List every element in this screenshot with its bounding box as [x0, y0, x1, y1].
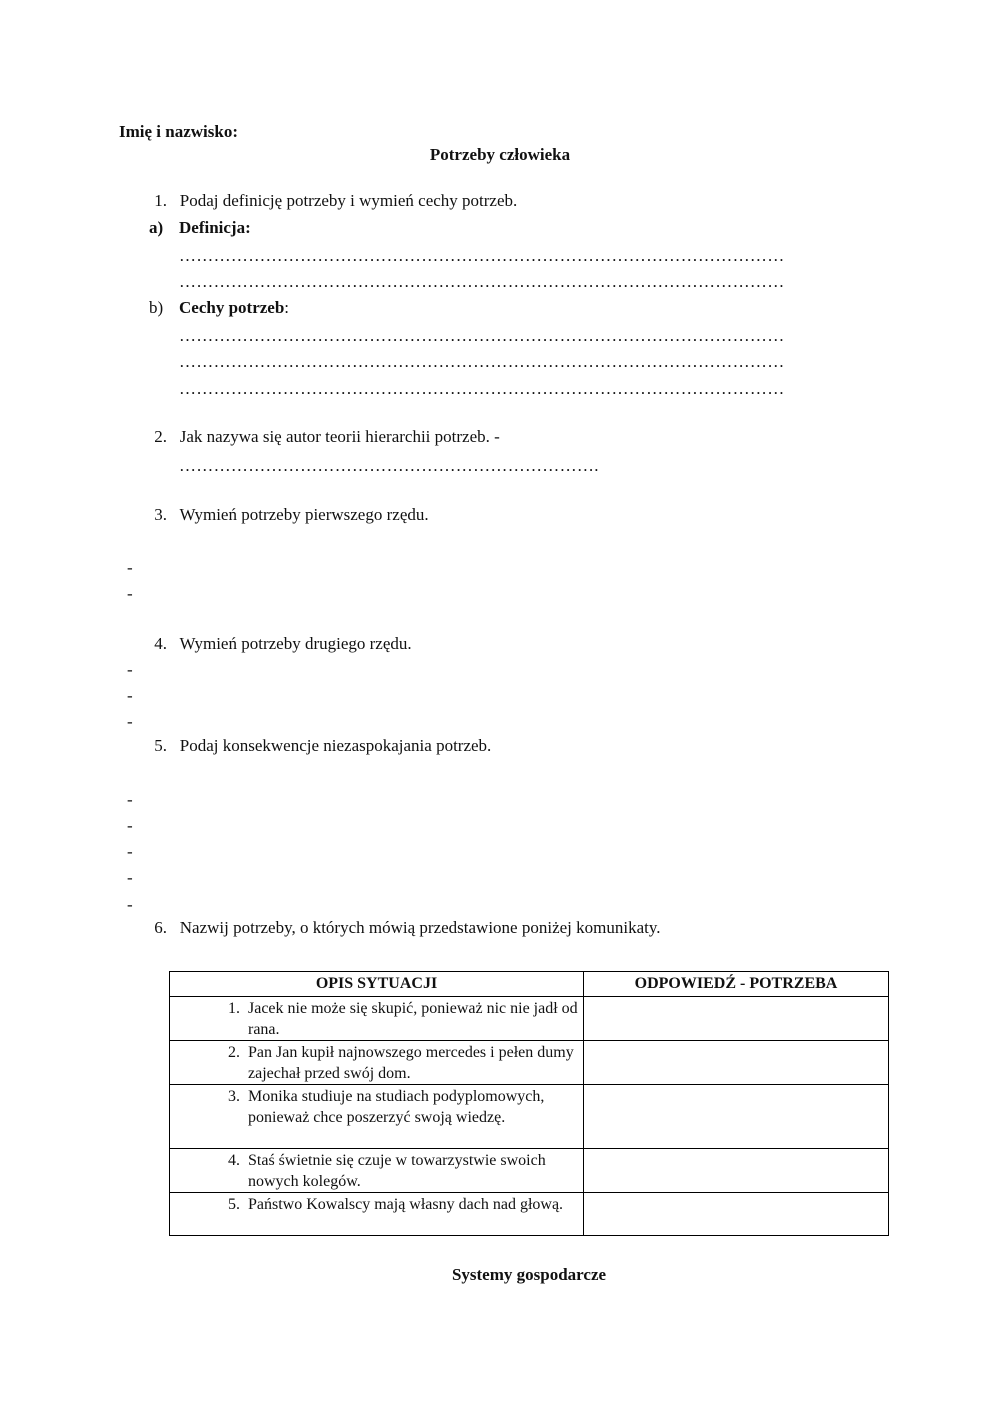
row-description: Państwo Kowalscy mają własny dach nad głową. — [248, 1196, 564, 1213]
name-label: Imię i nazwisko: — [119, 122, 238, 141]
dash-bullet: - — [127, 584, 133, 603]
table-header-description: OPIS SYTUACJI — [170, 972, 584, 997]
row-number: 2. — [228, 1044, 240, 1061]
row-description: Staś świetnie się czuje w towarzystwie swoich nowych kolegów. — [248, 1152, 546, 1190]
row-number: 3. — [228, 1088, 240, 1105]
table-row — [170, 1041, 889, 1085]
answer-line[interactable]: …………………………………………………………………………………………… — [179, 379, 785, 398]
situations-table — [169, 971, 889, 1236]
question-text: Wymień potrzeby pierwszego rzędu. — [179, 505, 429, 524]
row-description: Pan Jan kupił najnowszego mercedes i pełen dumy zajechał przed swój dom. — [248, 1044, 574, 1082]
answer-cell[interactable] — [584, 1085, 889, 1149]
question-text: Podaj definicję potrzeby i wymień cechy potrzeb. — [179, 191, 518, 210]
answer-cell[interactable] — [584, 1193, 889, 1236]
answer-line[interactable]: …………………………………………………………………………………………… — [179, 352, 785, 371]
item-marker-a: a) — [149, 218, 164, 237]
question-number: 4. — [154, 634, 167, 653]
question-number: 3. — [154, 505, 167, 524]
table-row — [170, 1149, 889, 1193]
answer-cell[interactable] — [584, 997, 889, 1041]
question-5 — [143, 735, 491, 757]
row-number: 1. — [228, 1000, 240, 1017]
table-row — [170, 1085, 889, 1149]
dash-bullet: - — [127, 660, 133, 679]
row-description: Jacek nie może się skupić, ponieważ nic nie jadł od rana. — [248, 1000, 578, 1038]
question-number: 2. — [154, 427, 167, 446]
question-2 — [143, 426, 500, 448]
question-number: 5. — [154, 736, 167, 755]
table-header-row — [170, 972, 889, 997]
question-text: Jak nazywa się autor teorii hierarchii potrzeb. - — [179, 427, 500, 446]
answer-cell[interactable] — [584, 1149, 889, 1193]
question-number: 1. — [154, 191, 167, 210]
features-label-row — [149, 297, 290, 319]
page-title: Potrzeby człowieka — [429, 145, 571, 164]
answer-line[interactable]: …………………………………………………………………………………………… — [179, 246, 785, 265]
question-text: Podaj konsekwencje niezaspokajania potrzeb. — [179, 736, 492, 755]
answer-line[interactable]: …………………………………………………………………………………………… — [179, 272, 785, 291]
answer-line[interactable]: ………………………………………………………………. — [179, 456, 599, 475]
row-number: 5. — [228, 1196, 240, 1213]
definition-label: Definicja: — [179, 218, 251, 237]
question-text: Nazwij potrzeby, o których mówią przedstawione poniżej komunikaty. — [179, 918, 661, 937]
question-6 — [143, 917, 661, 939]
section-title: Systemy gospodarcze — [451, 1265, 607, 1284]
dash-bullet: - — [127, 816, 133, 835]
table-row — [170, 997, 889, 1041]
answer-line[interactable]: …………………………………………………………………………………………… — [179, 326, 785, 345]
features-colon: : — [284, 298, 290, 317]
dash-bullet: - — [127, 558, 133, 577]
dash-bullet: - — [127, 868, 133, 887]
dash-bullet: - — [127, 895, 133, 914]
question-3 — [143, 504, 429, 526]
row-number: 4. — [228, 1152, 240, 1169]
question-number: 6. — [154, 918, 167, 937]
features-label: Cechy potrzeb — [179, 298, 285, 317]
definition-label-row — [149, 217, 251, 239]
question-4 — [143, 633, 412, 655]
question-text: Wymień potrzeby drugiego rzędu. — [179, 634, 412, 653]
table-row — [170, 1193, 889, 1236]
dash-bullet: - — [127, 790, 133, 809]
dash-bullet: - — [127, 686, 133, 705]
dash-bullet: - — [127, 842, 133, 861]
item-marker-b: b) — [149, 298, 164, 317]
answer-cell[interactable] — [584, 1041, 889, 1085]
question-1 — [143, 190, 517, 212]
dash-bullet: - — [127, 712, 133, 731]
table-header-answer: ODPOWIEDŹ - POTRZEBA — [584, 972, 889, 997]
row-description: Monika studiuje na studiach podyplomowych, ponieważ chce poszerzyć swoją wiedzę. — [248, 1088, 545, 1126]
